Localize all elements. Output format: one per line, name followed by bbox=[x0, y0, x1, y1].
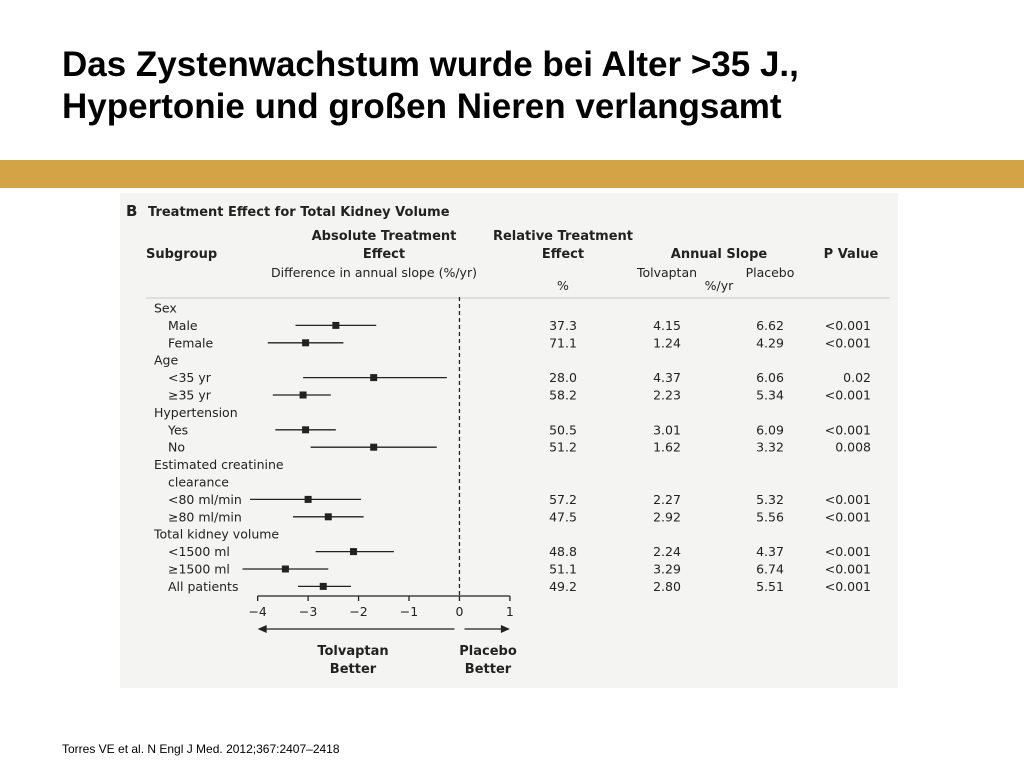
tolvaptan-slope-value: 2.23 bbox=[653, 387, 681, 403]
point-estimate bbox=[370, 374, 377, 381]
subgroup-header-label: clearance bbox=[168, 474, 229, 490]
subgroup-header-row bbox=[154, 301, 177, 316]
subgroup-label: <35 yr bbox=[168, 370, 211, 386]
header-annual-slope: Annual Slope bbox=[670, 247, 768, 262]
tolvaptan-slope-value: 4.15 bbox=[653, 317, 681, 333]
header-placebo: Placebo bbox=[745, 265, 795, 280]
placebo-slope-value: 5.51 bbox=[756, 578, 784, 594]
x-tick-label: −1 bbox=[399, 604, 419, 619]
placebo-slope-value: 4.29 bbox=[756, 335, 784, 351]
accent-bar bbox=[0, 160, 1024, 188]
p-value: <0.001 bbox=[824, 335, 871, 351]
x-tick-label: −3 bbox=[298, 604, 318, 619]
placebo-slope-value: 6.06 bbox=[756, 370, 784, 386]
subgroup-header-label: Hypertension bbox=[154, 404, 238, 420]
header-relative-line-1: Relative Treatment bbox=[492, 229, 634, 244]
point-estimate bbox=[370, 444, 377, 451]
header-slope-unit: %/yr bbox=[704, 278, 734, 293]
point-estimate bbox=[332, 322, 339, 329]
point-estimate bbox=[300, 392, 307, 399]
subgroup-header-label: Age bbox=[154, 352, 179, 368]
arrow-right-label-line-1: Placebo bbox=[459, 644, 517, 659]
relative-effect-value: 57.2 bbox=[549, 491, 577, 507]
relative-effect-value: 51.2 bbox=[549, 439, 577, 455]
placebo-slope-value: 5.32 bbox=[756, 491, 784, 507]
subgroup-label: <1500 ml bbox=[168, 544, 230, 560]
tolvaptan-slope-value: 3.29 bbox=[653, 561, 681, 577]
point-estimate bbox=[282, 566, 289, 573]
tolvaptan-slope-value: 1.62 bbox=[653, 439, 681, 455]
subgroup-label: <80 ml/min bbox=[168, 491, 242, 507]
tolvaptan-slope-value: 4.37 bbox=[653, 370, 681, 386]
point-estimate bbox=[350, 548, 357, 555]
header-p-value: P Value bbox=[823, 247, 879, 262]
subgroup-header-row bbox=[154, 457, 284, 472]
relative-effect-value: 49.2 bbox=[549, 578, 577, 594]
arrow-right-label-line-2: Better bbox=[464, 662, 512, 677]
placebo-slope-value: 4.37 bbox=[756, 544, 784, 560]
x-tick-label: 0 bbox=[455, 604, 464, 619]
relative-effect-value: 37.3 bbox=[549, 317, 577, 333]
relative-effect-value: 51.1 bbox=[549, 561, 577, 577]
point-estimate bbox=[302, 339, 309, 346]
subgroup-label: All patients bbox=[168, 578, 239, 594]
subgroup-header-row bbox=[168, 475, 229, 490]
p-value: <0.001 bbox=[824, 317, 871, 333]
forest-plot-svg bbox=[120, 193, 898, 688]
relative-effect-value: 58.2 bbox=[549, 387, 577, 403]
p-value: <0.001 bbox=[824, 422, 871, 438]
x-tick-label: −4 bbox=[248, 604, 267, 619]
placebo-slope-value: 6.09 bbox=[756, 422, 784, 438]
placebo-slope-value: 5.56 bbox=[756, 509, 784, 525]
subgroup-label: Female bbox=[168, 335, 214, 351]
subgroup-label: Male bbox=[168, 317, 198, 333]
citation: Torres VE et al. N Engl J Med. 2012;367:2407–2418 bbox=[62, 742, 340, 756]
x-tick-label: −2 bbox=[349, 604, 368, 619]
p-value: <0.001 bbox=[824, 578, 871, 594]
header-absolute-subtitle: Difference in annual slope (%/yr) bbox=[271, 265, 477, 280]
placebo-slope-value: 6.62 bbox=[756, 317, 784, 333]
header-absolute-line-2: Effect bbox=[362, 247, 406, 262]
panel-label: B bbox=[126, 202, 138, 220]
p-value: <0.001 bbox=[824, 491, 871, 507]
header-relative-unit: % bbox=[557, 278, 569, 293]
p-value: <0.001 bbox=[824, 387, 871, 403]
subgroup-label: Yes bbox=[168, 422, 189, 438]
p-value: <0.001 bbox=[824, 561, 871, 577]
slide-title bbox=[62, 44, 992, 128]
subgroup-header-row bbox=[153, 527, 279, 542]
slide-title-line-1: Das Zystenwachstum wurde bei Alter >35 J., bbox=[62, 45, 799, 84]
p-value: <0.001 bbox=[824, 544, 871, 560]
subgroup-header-label: Sex bbox=[154, 300, 177, 316]
subgroup-label: No bbox=[168, 439, 185, 455]
p-value: 0.02 bbox=[843, 370, 871, 386]
header-tolvaptan: Tolvaptan bbox=[636, 265, 698, 280]
tolvaptan-slope-value: 2.27 bbox=[653, 491, 681, 507]
x-tick-label: 1 bbox=[505, 604, 514, 619]
header-relative-line-2: Effect bbox=[541, 247, 585, 262]
tolvaptan-slope-value: 1.24 bbox=[653, 335, 681, 351]
subgroup-label: ≥35 yr bbox=[168, 387, 211, 403]
point-estimate bbox=[320, 583, 327, 590]
arrow-left-label-line-2: Better bbox=[329, 662, 377, 677]
subgroup-label: ≥1500 ml bbox=[168, 561, 230, 577]
placebo-slope-value: 5.34 bbox=[756, 387, 784, 403]
placebo-slope-value: 6.74 bbox=[756, 561, 784, 577]
point-estimate bbox=[325, 513, 332, 520]
relative-effect-value: 50.5 bbox=[549, 422, 577, 438]
tolvaptan-slope-value: 2.92 bbox=[653, 509, 681, 525]
chart-title: Treatment Effect for Total Kidney Volume bbox=[148, 205, 450, 220]
tolvaptan-slope-value: 3.01 bbox=[653, 422, 681, 438]
subgroup-header-row bbox=[154, 405, 238, 420]
tolvaptan-slope-value: 2.24 bbox=[653, 544, 681, 560]
tolvaptan-slope-value: 2.80 bbox=[653, 578, 681, 594]
p-value: <0.001 bbox=[824, 509, 871, 525]
subgroup-header-row bbox=[154, 353, 178, 368]
subgroup-header-label: Estimated creatinine bbox=[154, 457, 284, 473]
subgroup-header-label: Total kidney volume bbox=[154, 526, 280, 542]
point-estimate bbox=[302, 426, 309, 433]
relative-effect-value: 28.0 bbox=[549, 370, 577, 386]
arrow-left-label-line-1: Tolvaptan bbox=[317, 644, 389, 659]
forest-plot-figure bbox=[120, 193, 898, 688]
relative-effect-value: 71.1 bbox=[549, 335, 577, 351]
subgroup-label: ≥80 ml/min bbox=[168, 509, 242, 525]
slide-title-line-2: Hypertonie und großen Nieren verlangsamt bbox=[62, 87, 782, 126]
point-estimate bbox=[305, 496, 312, 503]
header-subgroup: Subgroup bbox=[146, 247, 218, 262]
relative-effect-value: 48.8 bbox=[549, 544, 577, 560]
header-absolute-line-1: Absolute Treatment bbox=[311, 229, 457, 244]
placebo-slope-value: 3.32 bbox=[756, 439, 784, 455]
relative-effect-value: 47.5 bbox=[549, 509, 577, 525]
p-value: 0.008 bbox=[835, 439, 871, 455]
